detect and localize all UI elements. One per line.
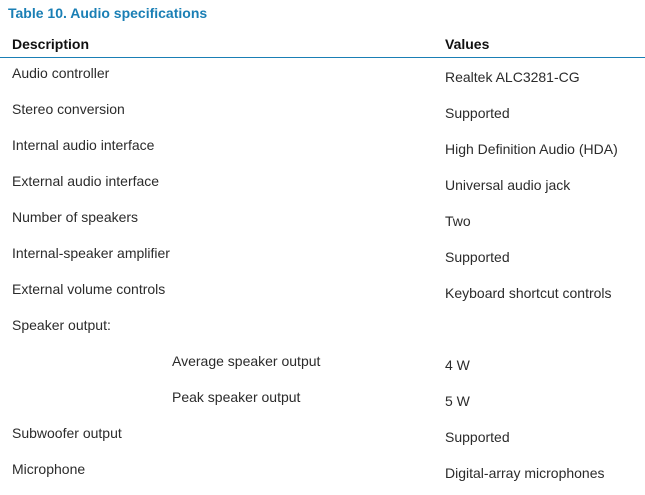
- table-row: [0, 130, 645, 166]
- row-value: Realtek ALC3281-CG: [445, 69, 580, 85]
- table-row: [0, 58, 645, 94]
- table-row: [0, 454, 645, 490]
- row-value: Keyboard shortcut controls: [445, 285, 612, 301]
- row-description: Peak speaker output: [172, 389, 301, 405]
- row-value: Supported: [445, 249, 510, 265]
- table-row: [0, 94, 645, 130]
- table-row: [0, 238, 645, 274]
- table-row: [0, 166, 645, 202]
- row-description: External audio interface: [12, 173, 160, 189]
- row-value: High Definition Audio (HDA): [445, 141, 618, 157]
- table-row-sub: [0, 382, 645, 418]
- table-row: [0, 418, 645, 454]
- row-value: Two: [445, 213, 471, 229]
- table-row-sub: [0, 346, 645, 382]
- header-description: Description: [12, 36, 90, 52]
- row-value: Supported: [445, 105, 510, 121]
- row-value: 4 W: [445, 357, 470, 373]
- header-values: Values: [445, 36, 490, 52]
- row-description: Internal-speaker amplifier: [12, 245, 170, 261]
- row-description: Internal audio interface: [12, 137, 155, 153]
- row-value: Universal audio jack: [445, 177, 571, 193]
- row-description: Microphone: [12, 461, 86, 477]
- row-description: External volume controls: [12, 281, 166, 297]
- table-row: [0, 202, 645, 238]
- row-description: Number of speakers: [12, 209, 139, 225]
- row-value: Supported: [445, 429, 510, 445]
- table-body: [0, 58, 645, 490]
- row-value: Digital-array microphones: [445, 465, 605, 481]
- table-row: [0, 274, 645, 310]
- table-title: Table 10. Audio specifications: [8, 5, 208, 21]
- row-description: Audio controller: [12, 65, 110, 81]
- row-description: Speaker output:: [12, 317, 111, 333]
- row-value: 5 W: [445, 393, 470, 409]
- table-row-group-heading: [0, 310, 645, 346]
- table-header-row: [0, 30, 645, 58]
- row-description: Average speaker output: [172, 353, 321, 369]
- row-description: Subwoofer output: [12, 425, 122, 441]
- row-description: Stereo conversion: [12, 101, 125, 117]
